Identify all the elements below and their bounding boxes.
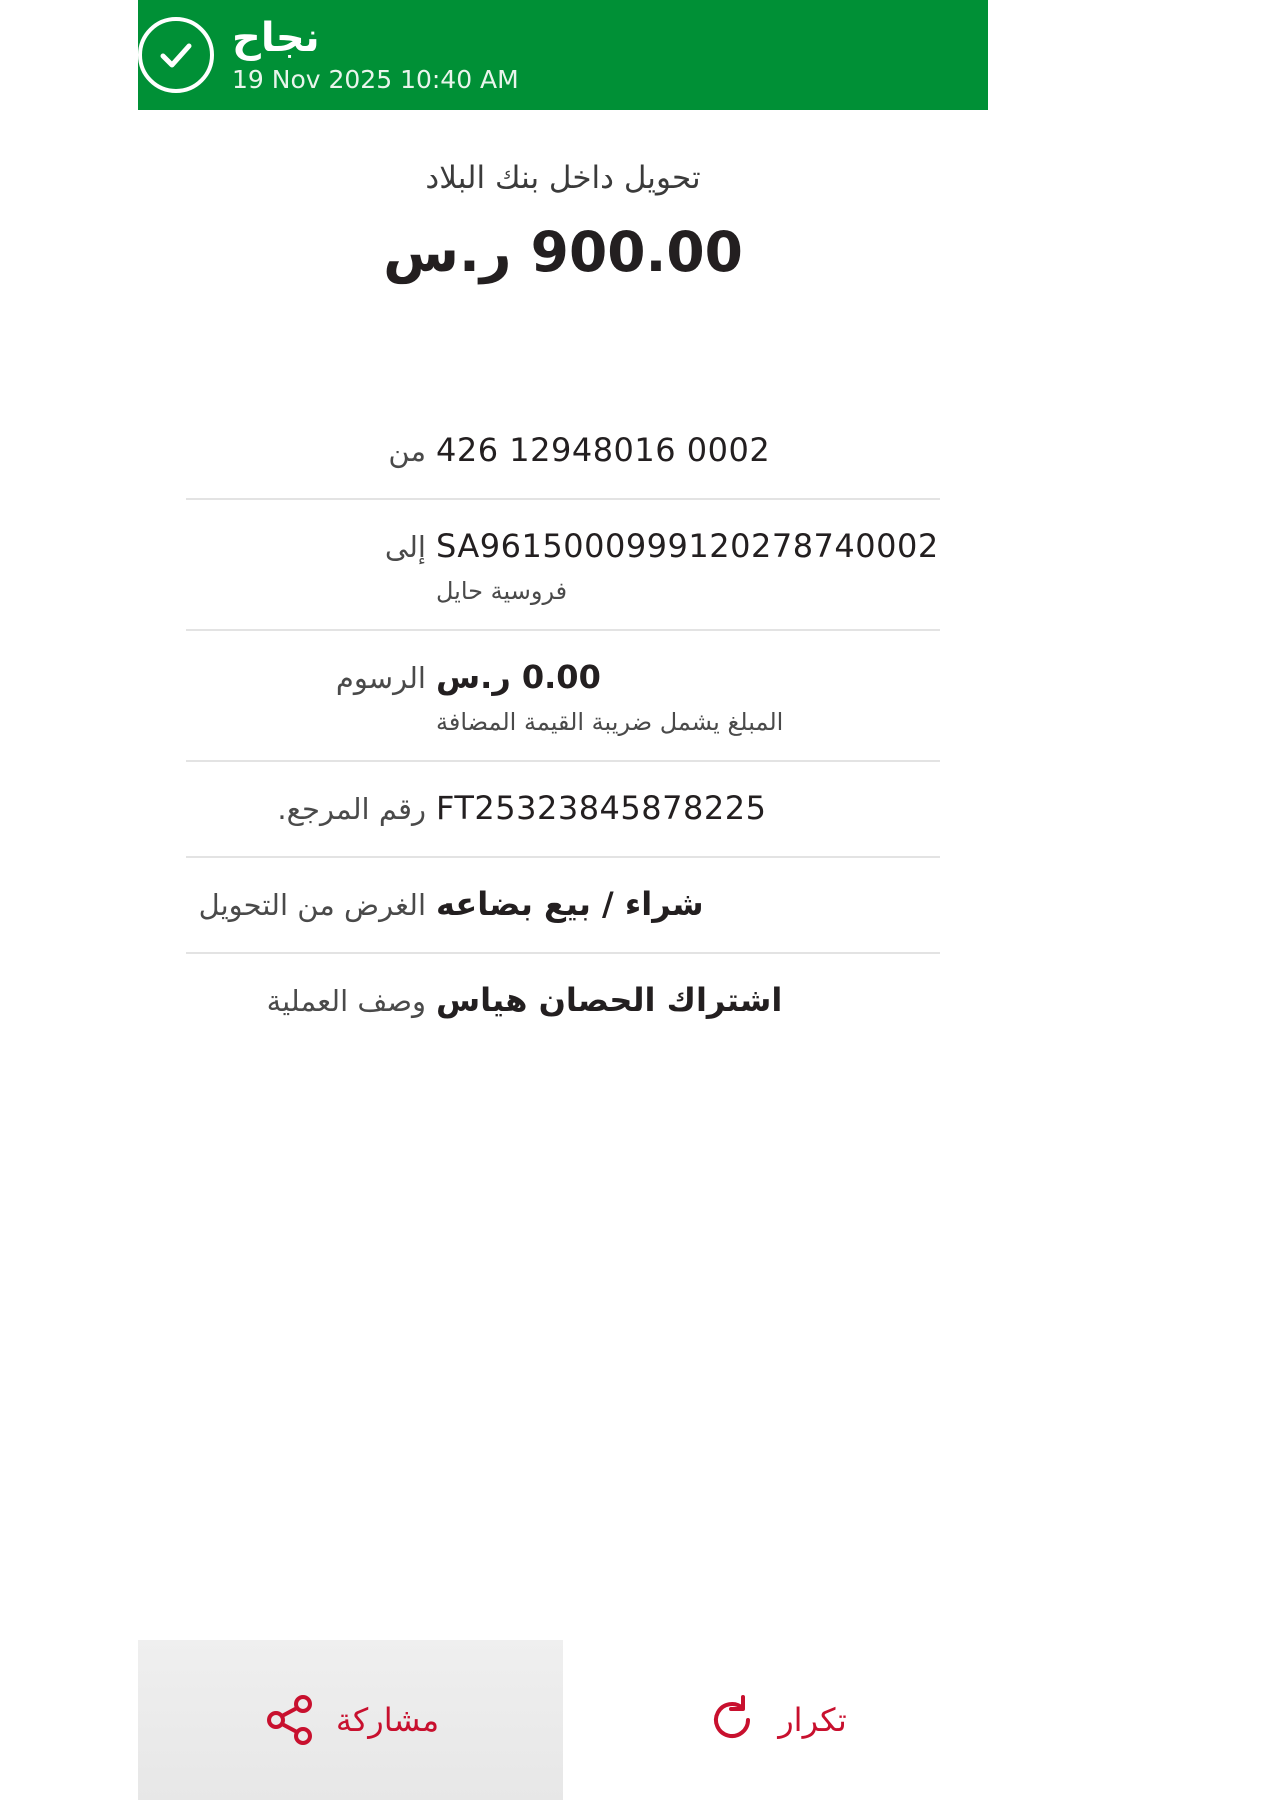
share-button-label: مشاركة bbox=[335, 1701, 440, 1739]
table-row bbox=[186, 631, 940, 762]
transfer-purpose-label: الغرض من التحويل bbox=[198, 888, 426, 923]
to-account-label: إلى bbox=[384, 530, 426, 564]
header-text-group bbox=[232, 16, 519, 94]
status-title: نجاح bbox=[232, 15, 320, 62]
vat-note: المبلغ يشمل ضريبة القيمة المضافة bbox=[436, 708, 784, 737]
check-circle-icon bbox=[138, 17, 214, 93]
table-row bbox=[186, 500, 940, 631]
row-value-group bbox=[426, 788, 940, 828]
reference-number-value: FT25323845878225 bbox=[436, 789, 767, 828]
transfer-purpose-value: شراء / بيع بضاعه bbox=[436, 885, 704, 924]
transaction-description-label: وصف العملية bbox=[266, 984, 426, 1019]
row-value-group bbox=[426, 884, 940, 924]
table-row bbox=[186, 404, 940, 500]
row-value-group bbox=[426, 657, 940, 738]
from-account-label: من bbox=[388, 434, 426, 468]
from-account-value: 426 12948016 0002 bbox=[436, 431, 771, 469]
transfer-type-title: تحويل داخل بنك البلاد bbox=[425, 160, 701, 196]
row-value-group bbox=[426, 526, 940, 607]
to-account-iban-value: SA9615000999120278740002 bbox=[436, 527, 939, 565]
transaction-datetime: 19 Nov 2025 10:40 AM bbox=[232, 65, 519, 95]
fees-value: 0.00 ر.س bbox=[436, 658, 601, 697]
transfer-amount: 900.00 ر.س bbox=[383, 220, 743, 284]
transaction-description-value: اشتراك الحصان هياس bbox=[436, 981, 783, 1020]
table-row bbox=[186, 858, 940, 954]
to-account-beneficiary-name: فروسية حايل bbox=[436, 577, 568, 605]
transfer-summary bbox=[138, 110, 988, 284]
fees-label: الرسوم bbox=[335, 661, 426, 696]
bottom-action-bar bbox=[138, 1640, 988, 1800]
transfer-details-list bbox=[138, 404, 988, 1050]
repeat-button[interactable] bbox=[563, 1640, 988, 1800]
reference-number-label: رقم المرجع. bbox=[277, 792, 426, 827]
success-header bbox=[138, 0, 988, 110]
row-value-group bbox=[426, 430, 940, 470]
share-button[interactable] bbox=[138, 1640, 563, 1800]
share-icon bbox=[262, 1692, 318, 1748]
transfer-receipt-screen bbox=[138, 0, 988, 1800]
row-value-group bbox=[426, 980, 940, 1020]
table-row bbox=[186, 762, 940, 858]
repeat-button-label: تكرار bbox=[778, 1701, 847, 1739]
refresh-icon bbox=[704, 1692, 760, 1748]
table-row bbox=[186, 954, 940, 1050]
